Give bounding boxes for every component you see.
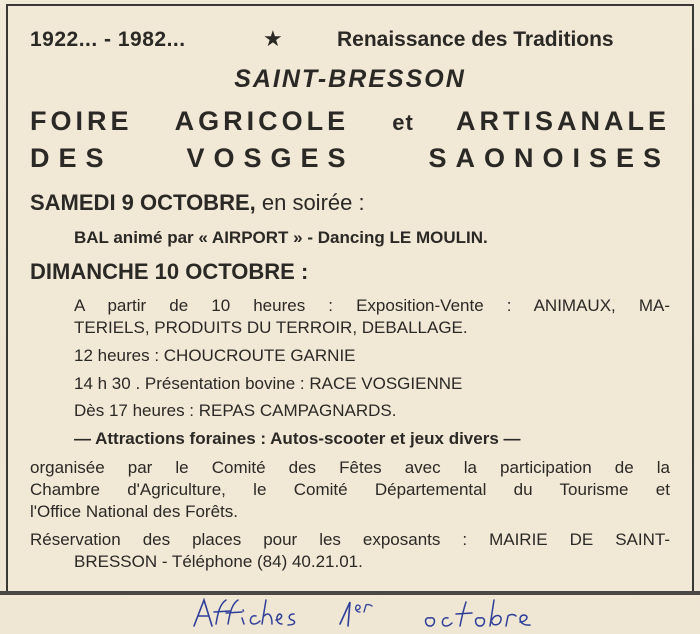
- reservation-line: BRESSON - Téléphone (84) 40.21.01.: [74, 552, 363, 571]
- header-slogan: Renaissance des Traditions: [337, 28, 614, 51]
- handwritten-note: [190, 594, 590, 634]
- fair-title-part2: ARTISANALE: [455, 106, 670, 136]
- town-title: SAINT-BRESSON: [234, 65, 466, 93]
- saturday-bal: BAL animé par « AIRPORT » - Dancing LE MOULIN.: [74, 228, 488, 247]
- sunday-program-line: 12 heures : CHOUCROUTE GARNIE: [74, 346, 356, 365]
- reservation-line: Réservation des places pour les exposants : MAIRIE DE SAINT-: [30, 530, 670, 549]
- sunday-heading: DIMANCHE 10 OCTOBRE :: [30, 259, 309, 284]
- saturday-heading: [30, 190, 365, 216]
- saturday-time: en soirée :: [255, 190, 365, 215]
- attractions-line: — Attractions foraines : Autos-scooter et jeux divers —: [74, 429, 521, 448]
- header-years: 1922... - 1982...: [30, 28, 186, 51]
- fair-title-et: et: [392, 110, 414, 135]
- sunday-program-line: A partir de 10 heures : Exposition-Vente : ANIMAUX, MA-: [74, 296, 670, 315]
- fair-title: [30, 106, 670, 137]
- region-title: DES VOSGES SAONOISES: [30, 143, 670, 173]
- sunday-program-line: TERIELS, PRODUITS DU TERROIR, DEBALLAGE.: [74, 318, 468, 337]
- saturday-date: SAMEDI 9 OCTOBRE,: [30, 190, 256, 215]
- organizers-line: organisée par le Comité des Fêtes avec la participation de la: [30, 458, 670, 477]
- sunday-program-line: 14 h 30 . Présentation bovine : RACE VOSGIENNE: [74, 374, 463, 393]
- organizers-line: l'Office National des Forêts.: [30, 502, 238, 521]
- star-icon: ★: [263, 26, 283, 51]
- fair-title-part1: FOIRE AGRICOLE: [30, 106, 350, 136]
- sunday-program-line: Dès 17 heures : REPAS CAMPAGNARDS.: [74, 401, 397, 420]
- organizers-line: Chambre d'Agriculture, le Comité Départemental du Tourisme et: [30, 480, 670, 499]
